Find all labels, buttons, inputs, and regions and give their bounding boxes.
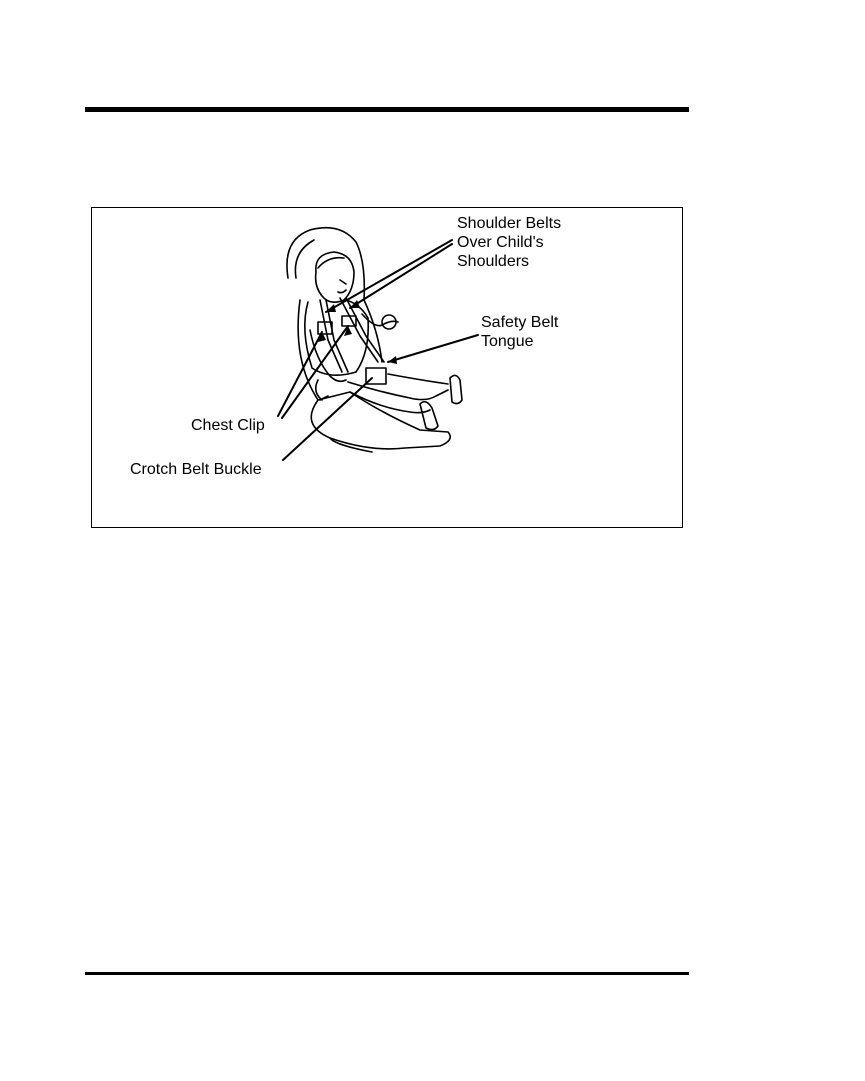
callout-chest-clip: Chest Clip [191,417,265,434]
child-foot-left [420,402,438,430]
child-head [316,252,354,302]
leader-crotch-buckle [283,378,372,460]
bottom-rule [85,972,689,975]
leader-shoulder-2 [350,244,452,308]
leader-safety-tongue [388,335,478,362]
leader-shoulder-1 [326,240,452,312]
callout-shoulder-belts [457,214,561,271]
callout-shoulder-belts-line-2: Over Child's [457,234,544,251]
callout-shoulder-belts-line-1: Shoulder Belts [457,215,562,232]
callout-safety-belt-tongue [481,313,558,351]
callout-safety-belt-tongue-line-1: Safety Belt [481,314,559,331]
callout-safety-belt-tongue-line-2: Tongue [481,333,534,350]
callout-crotch-belt-buckle: Crotch Belt Buckle [130,461,262,478]
child-foot-right [450,375,462,403]
child-torso [305,300,368,375]
child-legs [348,382,448,400]
callout-shoulder-belts-line-3: Shoulders [457,253,530,270]
